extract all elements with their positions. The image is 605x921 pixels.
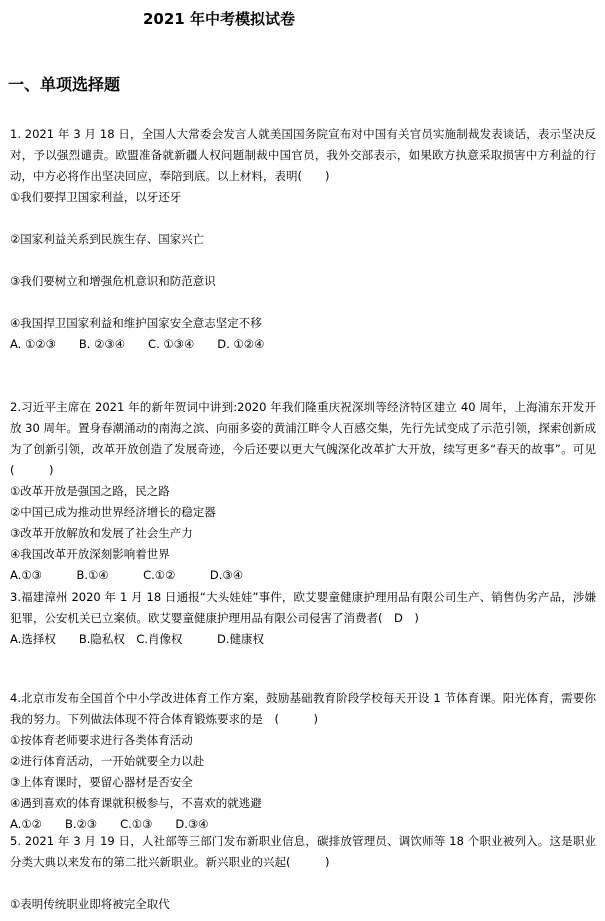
answer-options: A.①② B.②③ C.①③ D.③④ (10, 817, 209, 831)
statement-item: ①表明传统职业即将被完全取代 (10, 897, 170, 911)
statement-item: ③改革开放解放和发展了社会生产力 (10, 526, 193, 540)
section-title: 一、单项选择题 (8, 75, 121, 94)
statement-item: ③上体育课时，要留心器材是否安全 (10, 775, 193, 789)
statement-item: ④遇到喜欢的体育课就积极参与，不喜欢的就逃避 (10, 796, 262, 810)
statement-item: ②国家利益关系到民族生存、国家兴亡 (10, 232, 205, 246)
answer-options: A.①③ B.①④ C.①② D.③④ (10, 568, 244, 582)
statement-item: ①按体育老师要求进行各类体育活动 (10, 733, 193, 747)
question-stem: 1. 2021 年 3 月 18 日，全国人大常委会发言人就美国国务院宣布对中国有关官员实施制裁发表谈话，表示坚决反对，予以强烈谴责。欧盟准备就新疆人权问题制裁中国官员，我外交部表示，如果欧方执意采取损害中方利益的行动，中方必将作出坚决回应，奉陪到底。以上材料，表明( ) (10, 127, 596, 183)
statement-item: ②中国已成为推动世界经济增长的稳定器 (10, 505, 216, 519)
question-4 (10, 688, 596, 835)
question-1 (10, 124, 596, 355)
question-stem: 2.习近平主席在 2021 年的新年贺词中讲到:2020 年我们隆重庆祝深圳等经济特区建立 40 周年，上海浦东开发开放 30 周年。置身春潮涌动的南海之滨、向丽多姿的黄浦江畔令人百感交集，先行先试变成了示范引领，探索创新成为了创新引领，改革开放创造了发展奇迹，今后还要以更大气魄深化改革扩大开放，续写更多“春天的故事”。可见( ) (10, 400, 596, 477)
question-stem: 4.北京市发布全国首个中小学改进体育工作方案，鼓励基础教育阶段学校每天开设 1 节体育课。阳光体育，需要你我的努力。下列做法体现不符合体育锻炼要求的是 ( ) (10, 691, 596, 726)
question-5 (10, 831, 596, 915)
statement-item: ①改革开放是强国之路，民之路 (10, 484, 170, 498)
document-title: 2021 年中考模拟试卷 (143, 10, 295, 28)
statement-item: ④我国改革开放深刻影响着世界 (10, 547, 170, 561)
statement-item: ③我们要树立和增强危机意识和防范意识 (10, 274, 216, 288)
question-2 (10, 397, 596, 586)
answer-options: A.选择权 B.隐私权 C.肖像权 D.健康权 (10, 632, 265, 646)
statement-item: ④我国捍卫国家利益和维护国家安全意志坚定不移 (10, 316, 262, 330)
answer-options: A. ①②③ B. ②③④ C. ①③④ D. ①②④ (10, 337, 265, 351)
statement-item: ②进行体育活动，一开始就要全力以赴 (10, 754, 205, 768)
question-stem: 5. 2021 年 3 月 19 日，人社部等三部门发布新职业信息，碳排放管理员、调饮师等 18 个职业被列入。这是职业分类大典以来发布的第二批兴新职业。新兴职业的兴起( ) (10, 834, 596, 869)
statement-item: ①我们要捍卫国家利益，以牙还牙 (10, 190, 182, 204)
question-3 (10, 587, 596, 650)
question-stem: 3.福建漳州 2020 年 1 月 18 日通报“大头娃娃”事件，欧艾婴童健康护理用品有限公司生产、销售伪劣产品，涉嫌犯罪，公安机关已立案侦。欧艾婴童健康护理用品有限公司侵害了消费者( D ) (10, 590, 596, 625)
